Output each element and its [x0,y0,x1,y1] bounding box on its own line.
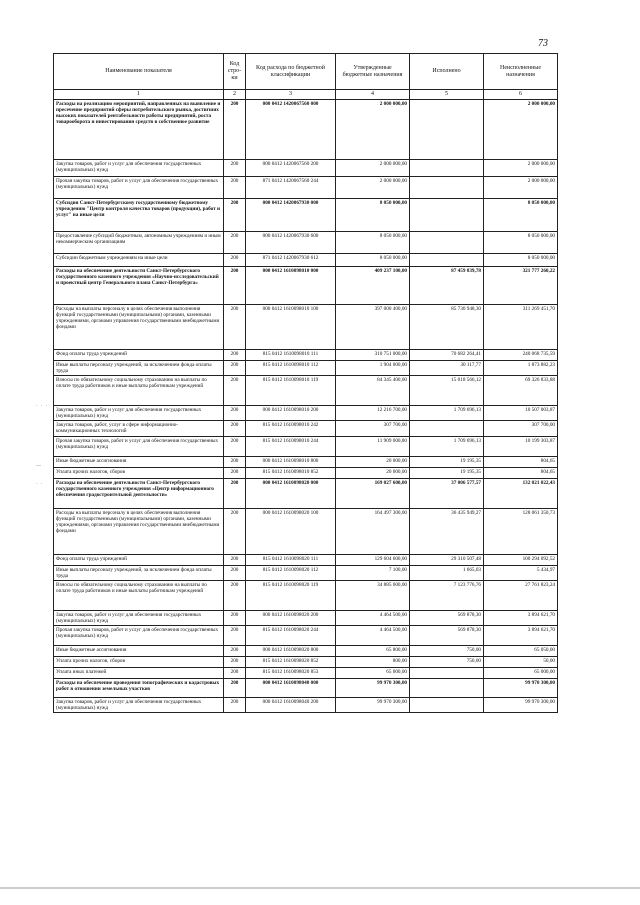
line-code-cell: 200 [224,610,246,625]
approved-amount-cell: 4 464 500,00 [336,610,410,625]
indicator-name-cell: Прочая закупка товаров, работ и услуг для обеспечения государственных (муниципальных) нужд [54,625,224,645]
indicator-name-cell: Закупка товаров, работ и услуг для обеспечения государственных (муниципальных) нужд [54,160,224,177]
margin-mark: · · · [36,404,49,409]
table-row [54,697,558,712]
unexecuted-amount-cell: 2 000 000,00 [484,177,558,199]
line-code-cell: 200 [224,625,246,645]
table-row [54,625,558,645]
executed-amount-cell [410,421,484,436]
table-row [54,199,558,232]
approved-amount-cell: 164 497 300,00 [336,508,410,554]
classification-code-cell: 815 0412 1610098020 853 [246,667,336,678]
unexecuted-amount-cell: 132 021 022,43 [484,478,558,508]
unexecuted-amount-cell: 69 326 833,88 [484,376,558,406]
table-row [54,508,558,554]
classification-code-cell: 871 0412 1420067930 612 [246,254,336,267]
indicator-name-cell: Фонд оплаты труда учреждений [54,350,224,361]
executed-amount-cell: 70 682 264,41 [410,350,484,361]
indicator-name-cell: Уплата прочих налогов, сборов [54,656,224,667]
executed-amount-cell: 1 665,03 [410,565,484,580]
executed-amount-cell: 19 195,35 [410,467,484,478]
approved-amount-cell: 4 464 500,00 [336,625,410,645]
classification-code-cell: 815 0412 1610098010 852 [246,467,336,478]
classification-code-cell: 815 0412 1610098010 244 [246,436,336,456]
classification-code-cell: 000 0412 1610098010 800 [246,456,336,467]
executed-amount-cell: 19 195,35 [410,456,484,467]
executed-amount-cell [410,232,484,254]
classification-code-cell: 000 0412 1610098040 200 [246,697,336,712]
unexecuted-amount-cell: 3 894 621,70 [484,625,558,645]
header-executed: Исполнено [410,54,484,90]
header-classification-code: Код расхода по бюджетной классификации [246,54,336,90]
table-row [54,478,558,508]
approved-amount-cell: 2 000 000,00 [336,160,410,177]
approved-amount-cell: 307 700,00 [336,421,410,436]
indicator-name-cell: Взносы по обязательному социальному страхованию на выплаты по оплате труда работников и иные выплаты работникам учреждений [54,580,224,610]
classification-code-cell: 815 0412 1610098020 111 [246,554,336,565]
line-code-cell: 200 [224,267,246,305]
executed-amount-cell: 30 117,77 [410,361,484,376]
classification-code-cell: 815 0412 1610098010 119 [246,376,336,406]
approved-amount-cell: 397 000 400,00 [336,305,410,350]
unexecuted-amount-cell: 8 050 000,00 [484,232,558,254]
indicator-name-cell: Расходы на обеспечение деятельности Санкт-Петербургского государственного казенного учреждения «Центр информационного обеспечения градостроительной деятельности» [54,478,224,508]
approved-amount-cell: 20 000,00 [336,467,410,478]
unexecuted-amount-cell: 10 507 003,87 [484,406,558,421]
indicator-name-cell: Расходы на реализацию мероприятий, направленных на выявление и пресечение предприятий сферы потребительского рынка, достигших высоких показателей рентабельности работы предприятий, роста товарооборота и инвестирования средств в собственное развитие [54,100,224,160]
line-code-cell: 200 [224,361,246,376]
classification-code-cell: 000 0412 1610098010 100 [246,305,336,350]
table-row [54,267,558,305]
header-line-code: Код стро-ки [224,54,246,90]
executed-amount-cell [410,697,484,712]
line-code-cell: 200 [224,199,246,232]
approved-amount-cell: 99 970 300,00 [336,678,410,697]
classification-code-cell: 000 0412 1420067560 000 [246,100,336,160]
line-code-cell: 200 [224,656,246,667]
indicator-name-cell: Иные бюджетные ассигнования [54,456,224,467]
unexecuted-amount-cell: 99 970 300,00 [484,678,558,697]
executed-amount-cell [410,678,484,697]
indicator-name-cell: Закупка товаров, работ и услуг для обеспечения государственных (муниципальных) нужд [54,406,224,421]
approved-amount-cell: 169 027 600,00 [336,478,410,508]
classification-code-cell: 871 0412 1420067560 244 [246,177,336,199]
line-code-cell: 200 [224,565,246,580]
line-code-cell: 200 [224,376,246,406]
executed-amount-cell: 750,00 [410,656,484,667]
executed-amount-cell: 29 310 507,48 [410,554,484,565]
table-row [54,667,558,678]
column-number: 3 [246,90,336,100]
indicator-name-cell: Расходы на выплаты персоналу в целях обеспечения выполнения функций государственными (муниципальными) органами, казенными учреждениями, органами управления государственными внебюджетными фондами [54,508,224,554]
unexecuted-amount-cell: 8 050 000,00 [484,199,558,232]
classification-code-cell: 000 0412 1420067560 200 [246,160,336,177]
approved-amount-cell: 8 050 000,00 [336,199,410,232]
indicator-name-cell: Субсидии бюджетным учреждениям на иные цели [54,254,224,267]
classification-code-cell: 815 0412 1610098020 244 [246,625,336,645]
unexecuted-amount-cell: 321 777 260,22 [484,267,558,305]
approved-amount-cell: 34 885 600,00 [336,580,410,610]
indicator-name-cell: Уплата прочих налогов, сборов [54,467,224,478]
table-row [54,406,558,421]
executed-amount-cell: 15 018 566,12 [410,376,484,406]
line-code-cell: 200 [224,406,246,421]
executed-amount-cell [410,177,484,199]
table-row [54,177,558,199]
table-row [54,376,558,406]
unexecuted-amount-cell: 2 000 000,00 [484,160,558,177]
column-number: 5 [410,90,484,100]
line-code-cell: 200 [224,160,246,177]
unexecuted-amount-cell: 65 050,00 [484,645,558,656]
unexecuted-amount-cell: 8 050 000,00 [484,254,558,267]
line-code-cell: 200 [224,350,246,361]
approved-amount-cell: 310 751 000,00 [336,350,410,361]
table-row [54,580,558,610]
line-code-cell: 200 [224,554,246,565]
header-approved: Утвержденные бюджетные назначения [336,54,410,90]
classification-code-cell: 000 0412 1610098010 000 [246,267,336,305]
executed-amount-cell [410,160,484,177]
executed-amount-cell: 37 006 577,57 [410,478,484,508]
column-number-row [54,90,558,100]
table-row [54,610,558,625]
table-row [54,232,558,254]
executed-amount-cell: 85 730 948,30 [410,305,484,350]
table-row [54,160,558,177]
approved-amount-cell: 7 100,00 [336,565,410,580]
line-code-cell: 200 [224,436,246,456]
line-code-cell: 200 [224,508,246,554]
table-row [54,254,558,267]
unexecuted-amount-cell: 804,65 [484,456,558,467]
table-row [54,421,558,436]
table-row [54,305,558,350]
unexecuted-amount-cell: 2 000 000,00 [484,100,558,160]
classification-code-cell: 000 0412 1420067930 000 [246,199,336,232]
approved-amount-cell: 409 237 100,00 [336,267,410,305]
line-code-cell: 200 [224,254,246,267]
classification-code-cell: 000 0412 1610098040 000 [246,678,336,697]
approved-amount-cell: 84 345 400,00 [336,376,410,406]
classification-code-cell: 000 0412 1610098010 200 [246,406,336,421]
line-code-cell: 200 [224,232,246,254]
approved-amount-cell: 11 909 000,00 [336,436,410,456]
table-row [54,656,558,667]
classification-code-cell: 000 0412 1610098020 000 [246,478,336,508]
table-row [54,350,558,361]
approved-amount-cell: 800,00 [336,656,410,667]
table-row [54,554,558,565]
column-number: 1 [54,90,224,100]
approved-amount-cell: 65 000,00 [336,667,410,678]
indicator-name-cell: Расходы на обеспечение деятельности Санкт-Петербургского государственного казенного учреждения «Научно-исследовательский и проектный центр Генерального плана Санкт-Петербурга» [54,267,224,305]
classification-code-cell: 000 0412 1420067930 600 [246,232,336,254]
line-code-cell: 200 [224,667,246,678]
table-row [54,467,558,478]
unexecuted-amount-cell: 311 269 451,70 [484,305,558,350]
approved-amount-cell: 20 000,00 [336,456,410,467]
executed-amount-cell [410,199,484,232]
approved-amount-cell: 2 000 000,00 [336,100,410,160]
classification-code-cell: 815 0412 1610098020 119 [246,580,336,610]
unexecuted-amount-cell: 65 000,00 [484,667,558,678]
line-code-cell: 200 [224,678,246,697]
table-header-row [54,54,558,90]
line-code-cell: 200 [224,580,246,610]
executed-amount-cell: 569 878,30 [410,625,484,645]
indicator-name-cell: Прочая закупка товаров, работ и услуг для обеспечения государственных (муниципальных) нужд [54,436,224,456]
line-code-cell: 200 [224,421,246,436]
classification-code-cell: 815 0412 1610098020 112 [246,565,336,580]
classification-code-cell: 815 0412 1610098020 852 [246,656,336,667]
approved-amount-cell: 65 800,00 [336,645,410,656]
unexecuted-amount-cell: 27 761 823,24 [484,580,558,610]
table-row [54,436,558,456]
executed-amount-cell: 569 878,30 [410,610,484,625]
executed-amount-cell [410,100,484,160]
unexecuted-amount-cell: 5 434,97 [484,565,558,580]
page-number: 73 [538,38,548,49]
approved-amount-cell: 129 604 600,00 [336,554,410,565]
classification-code-cell: 000 0412 1610098020 800 [246,645,336,656]
line-code-cell: 200 [224,177,246,199]
unexecuted-amount-cell: 128 061 350,73 [484,508,558,554]
indicator-name-cell: Расходы на обеспечение проведения топографических и кадастровых работ в отношении земельных участков [54,678,224,697]
table-row [54,456,558,467]
budget-execution-table [53,53,558,713]
approved-amount-cell: 8 050 000,00 [336,254,410,267]
approved-amount-cell: 8 050 000,00 [336,232,410,254]
executed-amount-cell: 87 459 839,78 [410,267,484,305]
indicator-name-cell: Субсидия Санкт-Петербургскому государственному бюджетному учреждению "Центр контроля качества товаров (продукции), работ и услуг" на иные цели [54,199,224,232]
table-row [54,100,558,160]
indicator-name-cell: Взносы по обязательному социальному страхованию на выплаты по оплате труда работников и иные выплаты работникам учреждений [54,376,224,406]
classification-code-cell: 000 0412 1610098020 200 [246,610,336,625]
page-bottom-edge [0,887,640,889]
unexecuted-amount-cell: 50,00 [484,656,558,667]
table-row [54,565,558,580]
line-code-cell: 200 [224,456,246,467]
indicator-name-cell: Предоставление субсидий бюджетным, автономным учреждениям и иным некоммерческим организациям [54,232,224,254]
line-code-cell: 200 [224,100,246,160]
table-row [54,361,558,376]
column-number: 6 [484,90,558,100]
indicator-name-cell: Расходы на выплаты персоналу в целях обеспечения выполнения функций государственными (муниципальными) органами, казенными учреждениями, органами управления государственными внебюджетными фондами [54,305,224,350]
executed-amount-cell: 7 123 776,76 [410,580,484,610]
indicator-name-cell: Иные выплаты персоналу учреждений, за исключением фонда оплаты труда [54,565,224,580]
header-indicator-name: Наименование показателя [54,54,224,90]
line-code-cell: 200 [224,645,246,656]
classification-code-cell: 815 0412 1610098010 111 [246,350,336,361]
line-code-cell: 200 [224,478,246,508]
margin-mark: · · [36,482,44,487]
classification-code-cell: 815 0412 1610098010 112 [246,361,336,376]
executed-amount-cell [410,254,484,267]
classification-code-cell: 000 0412 1610098020 100 [246,508,336,554]
approved-amount-cell: 12 216 700,00 [336,406,410,421]
executed-amount-cell: 1 709 696,13 [410,436,484,456]
header-unexecuted: Неисполненные назначения [484,54,558,90]
unexecuted-amount-cell: 3 894 621,70 [484,610,558,625]
indicator-name-cell: Уплата иных платежей [54,667,224,678]
column-number: 2 [224,90,246,100]
executed-amount-cell [410,667,484,678]
indicator-name-cell: Закупка товаров, работ и услуг для обеспечения государственных (муниципальных) нужд [54,697,224,712]
executed-amount-cell: 1 709 696,13 [410,406,484,421]
approved-amount-cell: 1 904 000,00 [336,361,410,376]
unexecuted-amount-cell: 240 068 735,59 [484,350,558,361]
classification-code-cell: 815 0412 1610098010 242 [246,421,336,436]
executed-amount-cell: 36 435 949,27 [410,508,484,554]
line-code-cell: 200 [224,697,246,712]
executed-amount-cell: 750,00 [410,645,484,656]
unexecuted-amount-cell: 804,65 [484,467,558,478]
unexecuted-amount-cell: 99 970 300,00 [484,697,558,712]
table-row [54,645,558,656]
table-row [54,678,558,697]
indicator-name-cell: Фонд оплаты труда учреждений [54,554,224,565]
indicator-name-cell: Прочая закупка товаров, работ и услуг для обеспечения государственных (муниципальных) нужд [54,177,224,199]
column-number: 4 [336,90,410,100]
margin-mark: — [36,464,42,469]
table-body [54,100,558,713]
indicator-name-cell: Закупка товаров, работ, услуг в сфере информационно-коммуникационных технологий [54,421,224,436]
line-code-cell: 200 [224,467,246,478]
unexecuted-amount-cell: 307 700,00 [484,421,558,436]
unexecuted-amount-cell: 1 873 882,23 [484,361,558,376]
approved-amount-cell: 2 000 000,00 [336,177,410,199]
unexecuted-amount-cell: 10 199 303,87 [484,436,558,456]
indicator-name-cell: Иные бюджетные ассигнования [54,645,224,656]
indicator-name-cell: Иные выплаты персоналу учреждений, за исключением фонда оплаты труда [54,361,224,376]
line-code-cell: 200 [224,305,246,350]
unexecuted-amount-cell: 100 294 092,52 [484,554,558,565]
indicator-name-cell: Закупка товаров, работ и услуг для обеспечения государственных (муниципальных) нужд [54,610,224,625]
approved-amount-cell: 99 970 300,00 [336,697,410,712]
